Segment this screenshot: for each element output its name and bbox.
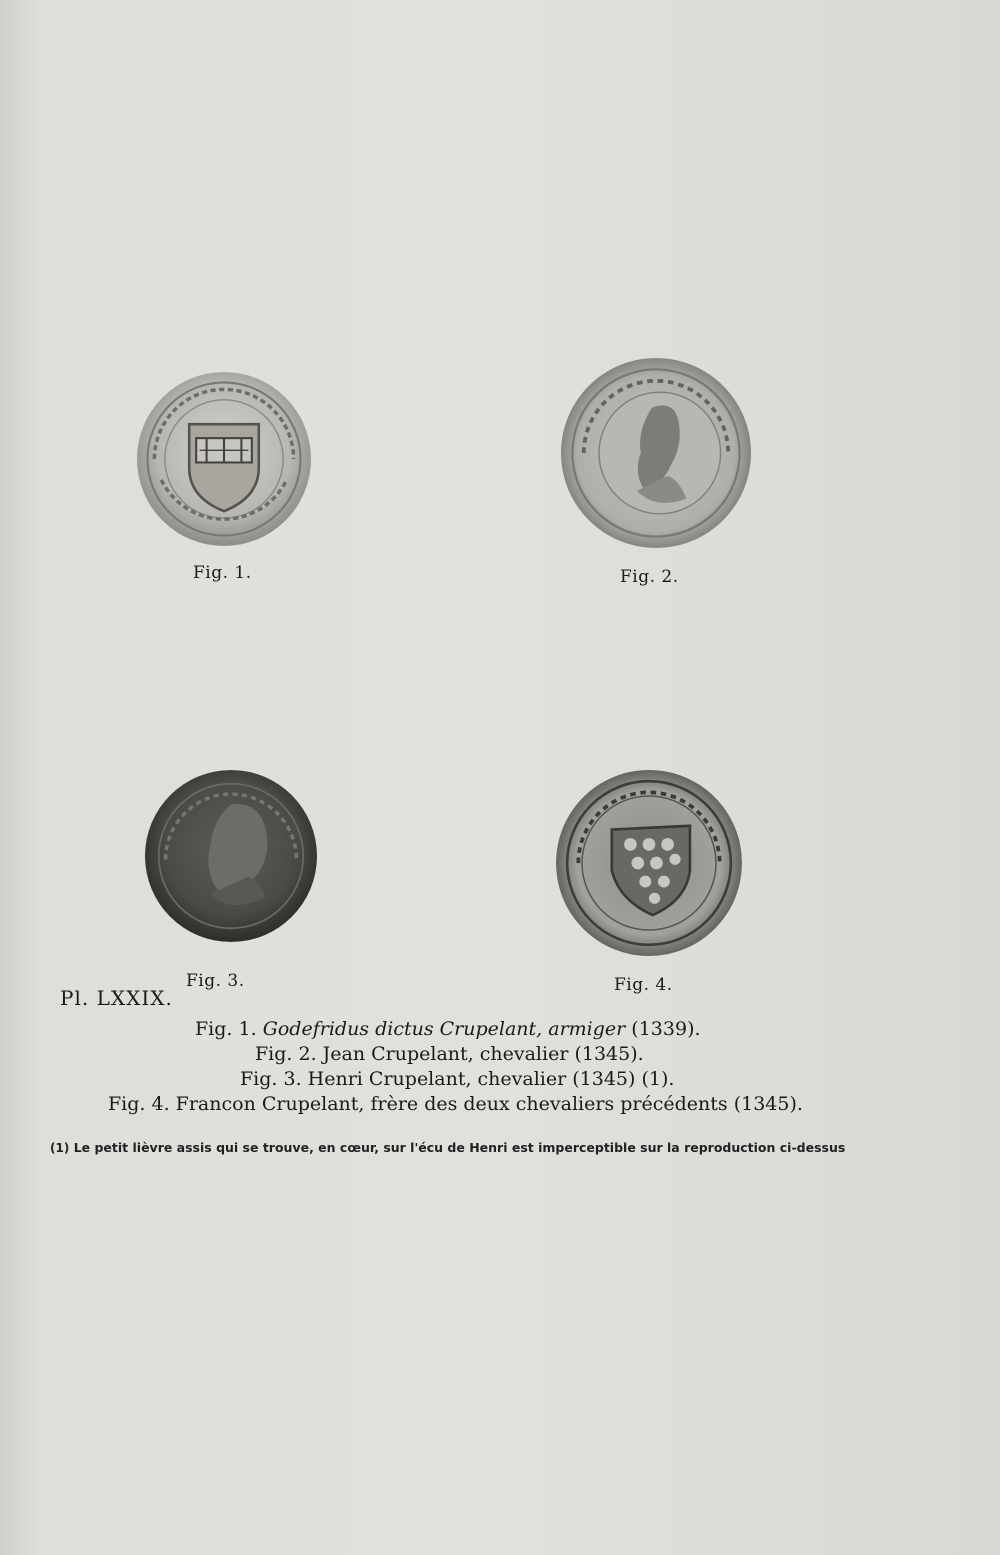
footnote-text: Le petit lièvre assis qui se trouve, en cœur, sur l'écu de Henri est imperceptible sur la reproduction ci-dessus xyxy=(73,1140,846,1155)
seal-figure-2-image xyxy=(554,358,758,548)
seal-figure-4-image xyxy=(556,768,742,958)
caption-1-italic: Godefridus dictus Crupelant, armiger xyxy=(262,1018,626,1040)
caption-figure-4: Fig. 4. Francon Crupelant, frère des deux chevaliers précédents (1345). xyxy=(108,1093,803,1115)
caption-1-suffix: (1339). xyxy=(631,1018,701,1040)
seal-figure-3-image xyxy=(144,770,318,942)
seal-figure-1-image xyxy=(136,372,312,546)
footnote-marker: (1) xyxy=(50,1141,70,1155)
figure-2-label: Fig. 2. xyxy=(620,567,679,587)
caption-1-prefix: Fig. 1. xyxy=(195,1018,257,1040)
footnote xyxy=(50,1140,845,1155)
caption-figure-1 xyxy=(195,1018,701,1040)
caption-figure-3: Fig. 3. Henri Crupelant, chevalier (1345) (1). xyxy=(240,1068,675,1090)
figure-4-label: Fig. 4. xyxy=(614,975,673,995)
figure-1-label: Fig. 1. xyxy=(193,563,252,583)
plate-number: Pl. LXXIX. xyxy=(60,986,173,1010)
figure-3-label: Fig. 3. xyxy=(186,971,245,991)
caption-figure-2: Fig. 2. Jean Crupelant, chevalier (1345). xyxy=(255,1043,644,1065)
